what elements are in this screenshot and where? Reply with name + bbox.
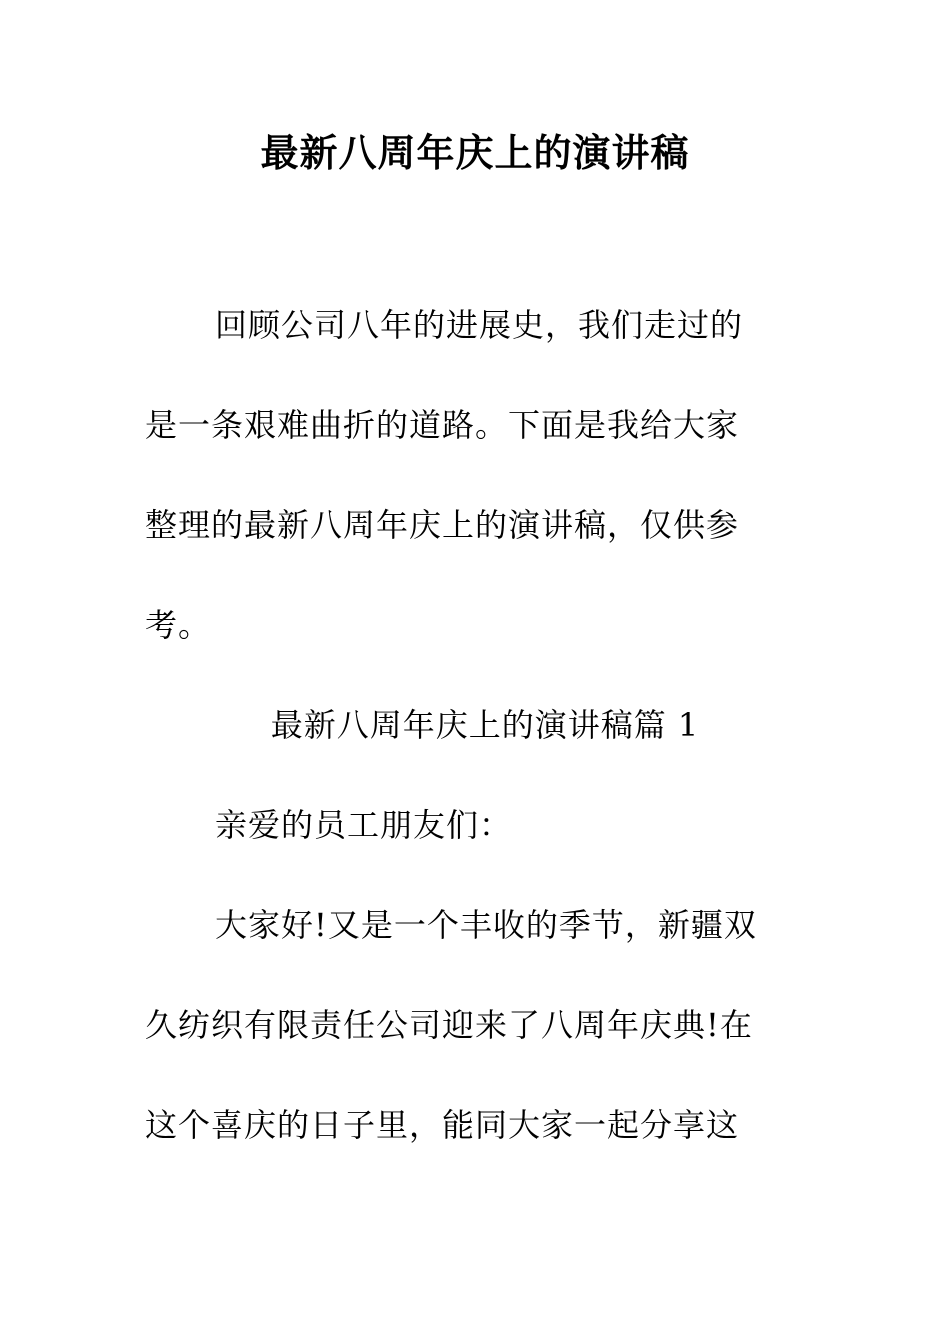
intro-line-4: 考。 — [145, 606, 212, 644]
greeting-line: 亲爱的员工朋友们： — [215, 806, 513, 844]
intro-line-1: 回顾公司八年的进展史，我们走过的 — [215, 306, 744, 344]
body-line-2: 久纺织有限责任公司迎来了八周年庆典!在 — [145, 1006, 753, 1044]
body-line-3: 这个喜庆的日子里，能同大家一起分享这 — [145, 1106, 740, 1144]
intro-line-2: 是一条艰难曲折的道路。下面是我给大家 — [145, 406, 740, 444]
body-line-1: 大家好!又是一个丰收的季节，新疆双 — [215, 906, 757, 944]
page-title: 最新八周年庆上的演讲稿 — [260, 130, 690, 175]
section-title: 最新八周年庆上的演讲稿篇 1 — [270, 706, 700, 744]
intro-line-3: 整理的最新八周年庆上的演讲稿，仅供参 — [145, 506, 740, 544]
